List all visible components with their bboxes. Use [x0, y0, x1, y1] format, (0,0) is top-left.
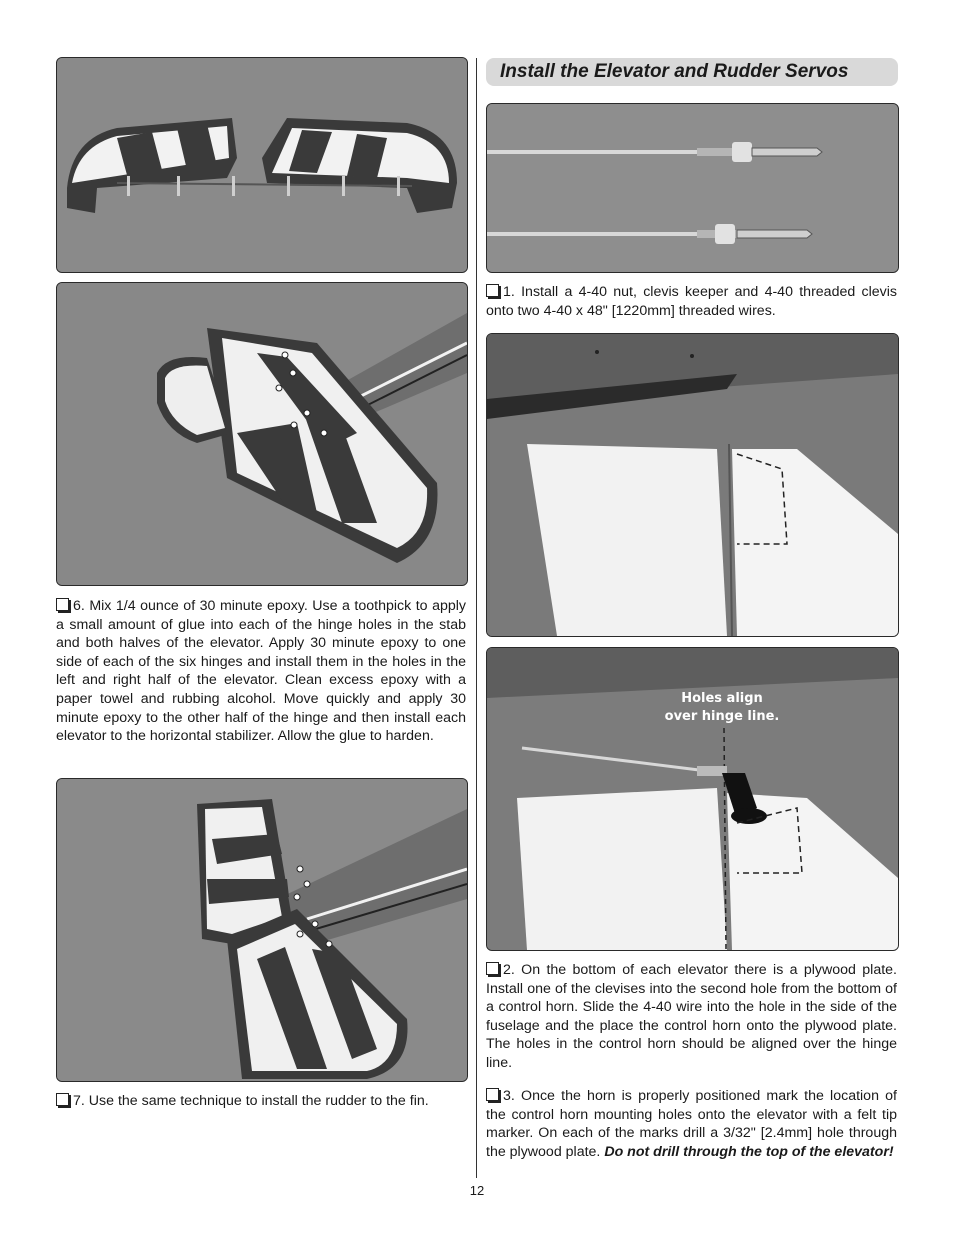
checkbox-icon[interactable] [56, 598, 69, 611]
section-heading: Install the Elevator and Rudder Servos [500, 61, 849, 82]
photo-threaded-wires [486, 103, 899, 273]
column-divider [476, 58, 477, 1178]
step-6-instruction: 6. Mix 1/4 ounce of 30 minute epoxy. Use a toothpick to apply a small amount of glue into each of the hinge holes in the stab and both halves of the elevator. Apply 30 minute epoxy to one side of each of the six hinges and install them in the holes in the left and right half of the elevator. Clean excess epoxy with a paper towel and rubbing alcohol. Move quickly and apply 30 minute epoxy to the other half of the hinge and then install each elevator to the horizontal stabilizer. Allow the glue to harden. [56, 598, 466, 745]
step-3-warning: Do not drill through the top of the elevator! [604, 1143, 894, 1160]
step-2-instruction: 2. On the bottom of each elevator there is a plywood plate. Install one of the clevises into the second hole from the bottom of a control horn. Slide the 4-40 wire into the hole in the side of the fuselage and the place the control horn onto the plywood plate. The holes in the control horn should be aligned over the hinge line. [486, 962, 897, 1071]
photo-elevator-hinges-glue [56, 282, 468, 586]
checkbox-icon[interactable] [486, 962, 499, 975]
step-1-instruction: 1. Install a 4-40 nut, clevis keeper and 4-40 threaded clevis onto two 4-40 x 48" [1220mm] threaded wires. [486, 284, 897, 319]
page-number: 12 [469, 1183, 485, 1198]
photo-plywood-plate [486, 333, 899, 637]
photo-control-horn [486, 647, 899, 951]
step-3-instruction: 3. Once the horn is properly positioned mark the location of the control horn mounting holes onto the elevator with a felt tip marker. On each of the marks drill a 3/32" [2.4mm] hole through the plywood plate. Do not drill through the top of the elevator! [486, 1088, 897, 1160]
step-7-instruction: 7. Use the same technique to install the rudder to the fin. [56, 1092, 476, 1111]
callout-line-1: Holes align [681, 691, 763, 706]
checkbox-icon[interactable] [56, 1093, 69, 1106]
checkbox-icon[interactable] [486, 284, 499, 297]
photo-rudder-install [56, 778, 468, 1082]
callout-line-2: over hinge line. [664, 709, 780, 724]
checkbox-icon[interactable] [486, 1088, 499, 1101]
photo-elevator-halves [56, 57, 468, 273]
section-heading-box [486, 58, 898, 86]
